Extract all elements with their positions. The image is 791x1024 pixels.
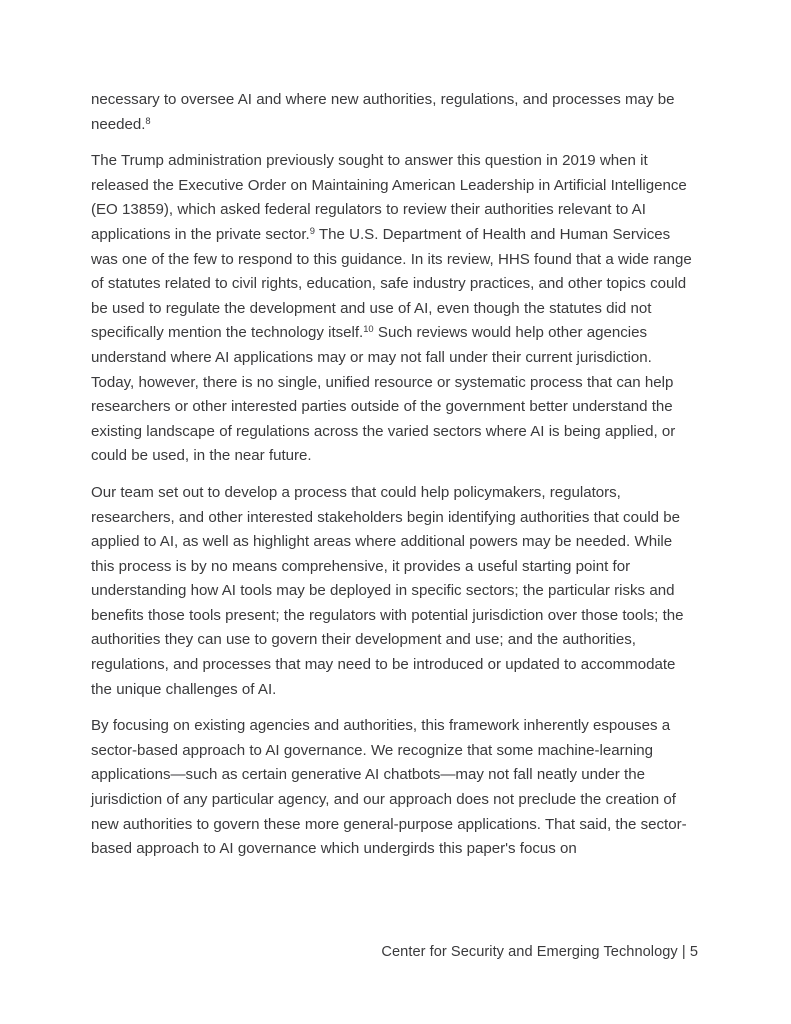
page-footer: Center for Security and Emerging Technology | 5 xyxy=(381,944,698,960)
footnote-marker-10[interactable]: 10 xyxy=(363,323,374,335)
paragraph-sector-based xyxy=(91,714,698,862)
paragraph-text: By focusing on existing agencies and authorities, this framework inherently espouses a sector-based approach to AI governance. We recognize that some machine-learning applications—such as certain generative AI chatbots—may not fall neatly under the jurisdiction of any particular agency, and our approach does not preclude the creation of new authorities to govern these more general-purpose applications. That said, the sector-based approach to AI governance which undergirds this paper's focus on xyxy=(91,717,687,858)
paragraph-text: Such reviews would help other agencies understand where AI applications may or may not fall under their current jurisdiction. Today, however, there is no single, unified resource or systematic process that can help researchers or other interested parties outside of the government better understand the existing landscape of regulations across the varied sectors where AI is being applied, or could be used, in the near future. xyxy=(91,324,676,465)
paragraph-text: The Trump administration previously sought to answer this question in 2019 when it released the Executive Order on Maintaining American Leadership in Artificial Intelligence (EO 13859), which asked federal regulators to review their authorities relevant to AI applications in the private sector. xyxy=(91,152,687,243)
page-body-content xyxy=(91,88,698,862)
paragraph-text: Our team set out to develop a process that could help policymakers, regulators, researchers, and other interested stakeholders begin identifying authorities that could be applied to AI, as well as highlight areas where additional powers may be needed. While this process is by no means comprehensive, it provides a useful starting point for understanding how AI tools may be deployed in specific sectors; the particular risks and benefits those tools present; the regulators with potential jurisdiction over those tools; the authorities they can use to govern their development and use; and the authorities, regulations, and processes that may need to be introduced or updated to accommodate the unique challenges of AI. xyxy=(91,483,684,698)
paragraph-our-team xyxy=(91,481,698,702)
paragraph-text: The U.S. Department of Health and Human Services was one of the few to respond to this guidance. In its review, HHS found that a wide range of statutes related to civil rights, education, safe industry practices, and other topics could be used to regulate the development and use of AI, even though the statutes did not specifically mention the technology itself. xyxy=(91,225,692,342)
footnote-marker-9[interactable]: 9 xyxy=(309,225,315,237)
footnote-marker-8[interactable]: 8 xyxy=(145,114,151,126)
paragraph-trump-administration xyxy=(91,149,698,469)
paragraph-continuation xyxy=(91,88,698,137)
paragraph-text: necessary to oversee AI and where new authorities, regulations, and processes may be needed. xyxy=(91,91,675,133)
